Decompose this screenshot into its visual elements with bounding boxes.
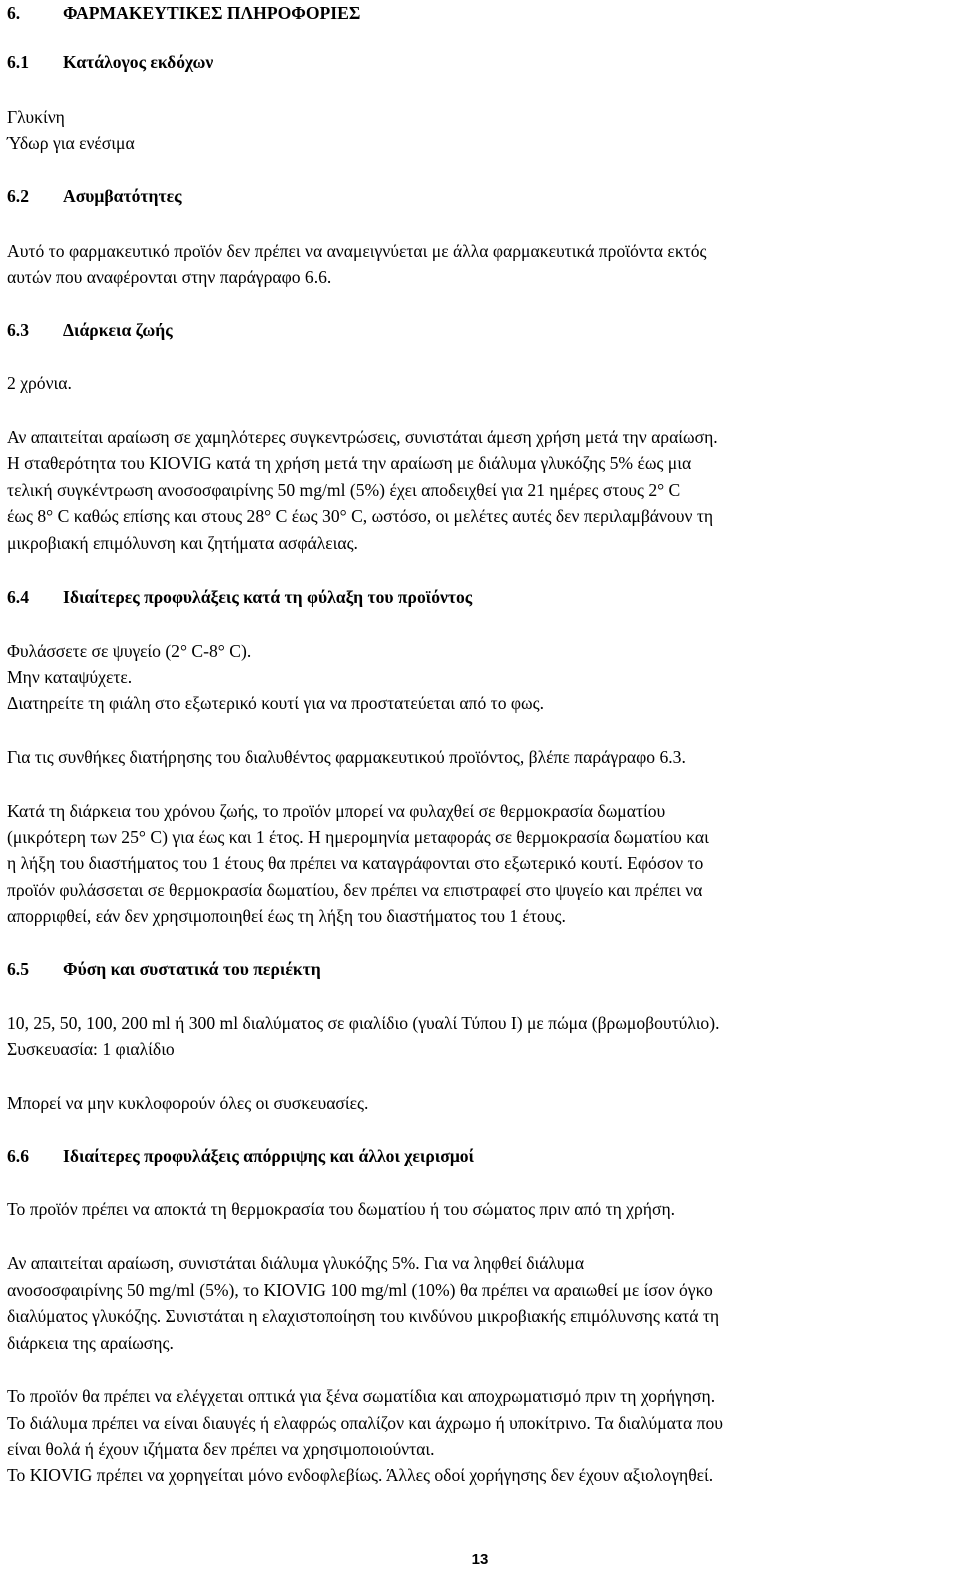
- paragraph-line: Το KIOVIG πρέπει να χορηγείται μόνο ενδοφλεβίως. Άλλες οδοί χορήγησης δεν έχουν αξιολογηθεί.: [7, 1465, 714, 1485]
- paragraph-line: είναι θολά ή έχουν ιζήματα δεν πρέπει να χρησιμοποιούνται.: [7, 1439, 435, 1459]
- paragraph-line: ανοσοσφαιρίνης 50 mg/ml (5%), το KIOVIG 100 mg/ml (10%) θα πρέπει να αραιωθεί με ίσον όγκο: [7, 1280, 713, 1300]
- paragraph-line: 10, 25, 50, 100, 200 ml ή 300 ml διαλύματος σε φιαλίδιο (γυαλί Τύπου Ι) με πώμα (βρωμοβουτύλιο).: [7, 1013, 720, 1033]
- paragraph-line: έως 8° C καθώς επίσης και στους 28° C έως 30° C, ωστόσο, οι μελέτες αυτές δεν περιλαμβάνουν τη: [7, 506, 714, 526]
- paragraph-line: Ύδωρ για ενέσιμα: [7, 133, 135, 153]
- paragraph-line: Συσκευασία: 1 φιαλίδιο: [7, 1039, 175, 1059]
- paragraph-line: Αυτό το φαρμακευτικό προϊόν δεν πρέπει να αναμειγνύεται με άλλα φαρμακευτικά προϊόντα εκτός: [7, 241, 707, 261]
- paragraph-line: τελική συγκέντρωση ανοσοσφαιρίνης 50 mg/ml (5%) έχει αποδειχθεί για 21 ημέρες στους 2° C: [7, 480, 681, 500]
- paragraph-line: Το προϊόν θα πρέπει να ελέγχεται οπτικά για ξένα σωματίδια και αποχρωματισμό πριν τη χορήγηση.: [7, 1386, 716, 1406]
- paragraph-line: Μπορεί να μην κυκλοφορούν όλες οι συσκευασίες.: [7, 1093, 369, 1113]
- section-6-6-heading: 6.6 Ιδιαίτερες προφυλάξεις απόρριψης και άλλοι χειρισμοί: [7, 1146, 475, 1166]
- paragraph-line: Διατηρείτε τη φιάλη στο εξωτερικό κουτί για να προστατεύεται από το φως.: [7, 693, 545, 713]
- paragraph-line: η λήξη του διαστήματος του 1 έτους θα πρέπει να καταγράφονται στο εξωτερικό κουτί. Εφόσον το: [7, 853, 704, 873]
- section-6-5-heading: 6.5 Φύση και συστατικά του περιέκτη: [7, 959, 321, 979]
- paragraph-line: απορριφθεί, εάν δεν χρησιμοποιηθεί έως τη λήξη του διαστήματος του 1 έτους.: [7, 906, 566, 926]
- paragraph-line: Μην καταψύχετε.: [7, 667, 133, 687]
- section-6-4-heading: 6.4 Ιδιαίτερες προφυλάξεις κατά τη φύλαξη του προϊόντος: [7, 587, 473, 607]
- paragraph-line: διάρκεια της αραίωσης.: [7, 1333, 174, 1353]
- paragraph-line: Το προϊόν πρέπει να αποκτά τη θερμοκρασία του δωματίου ή του σώματος πριν από τη χρήση.: [7, 1199, 676, 1219]
- page-number: 13: [471, 1551, 489, 1568]
- paragraph-line: Γλυκίνη: [7, 107, 65, 127]
- section-6-3-heading: 6.3 Διάρκεια ζωής: [7, 320, 173, 340]
- paragraph-line: αυτών που αναφέρονται στην παράγραφο 6.6.: [7, 267, 332, 287]
- paragraph-line: Κατά τη διάρκεια του χρόνου ζωής, το προϊόν μπορεί να φυλαχθεί σε θερμοκρασία δωματίου: [7, 801, 666, 821]
- paragraph-line: Για τις συνθήκες διατήρησης του διαλυθέντος φαρμακευτικού προϊόντος, βλέπε παράγραφο 6.3.: [7, 747, 686, 767]
- paragraph-line: Η σταθερότητα του KIOVIG κατά τη χρήση μετά την αραίωση με διάλυμα γλυκόζης 5% έως μια: [7, 453, 692, 473]
- section-6-1-heading: 6.1 Κατάλογος εκδόχων: [7, 52, 214, 72]
- paragraph-line: Φυλάσσετε σε ψυγείο (2° C-8° C).: [7, 641, 252, 661]
- paragraph-line: Αν απαιτείται αραίωση, συνιστάται διάλυμα γλυκόζης 5%. Για να ληφθεί διάλυμα: [7, 1253, 585, 1273]
- paragraph-line: μικροβιακή επιμόλυνση και ζητήματα ασφάλειας.: [7, 533, 358, 553]
- paragraph-line: (μικρότερη των 25° C) για έως και 1 έτος. Η ημερομηνία μεταφοράς σε θερμοκρασία δωματίου και: [7, 827, 709, 847]
- paragraph-line: 2 χρόνια.: [7, 373, 72, 393]
- paragraph-line: προϊόν φυλάσσεται σε θερμοκρασία δωματίου, δεν πρέπει να επιστραφεί στο ψυγείο και πρέπει να: [7, 880, 703, 900]
- section-6-2-heading: 6.2 Ασυμβατότητες: [7, 186, 182, 206]
- paragraph-line: διαλύματος γλυκόζης. Συνιστάται η ελαχιστοποίηση του κινδύνου μικροβιακής επιμόλυνσης κατά τη: [7, 1306, 720, 1326]
- section-6-heading: 6. ΦΑΡΜΑΚΕΥΤΙΚΕΣ ΠΛΗΡΟΦΟΡΙΕΣ: [7, 3, 361, 23]
- paragraph-line: Το διάλυμα πρέπει να είναι διαυγές ή ελαφρώς οπαλίζον και άχρωμο ή υποκίτρινο. Τα διαλύματα που: [7, 1413, 723, 1433]
- paragraph-line: Αν απαιτείται αραίωση σε χαμηλότερες συγκεντρώσεις, συνιστάται άμεση χρήση μετά την αραίωση.: [7, 427, 718, 447]
